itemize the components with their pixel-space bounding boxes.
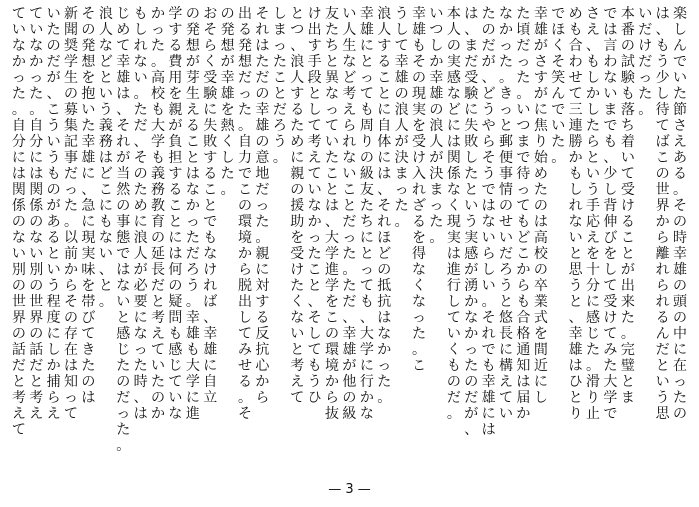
text-column: ていなかった。自分には関係のない別の世界の話だと考えて bbox=[11, 6, 26, 438]
text-column: その発想を抱いた幸雄に、急に現実味を帯びてきたのは bbox=[81, 6, 96, 406]
text-column: 幸雄がさすがに焦り始めたのは高校の卒業式を間近にし bbox=[533, 6, 548, 406]
text-column: 浪人などという義務はどこにもない、と。 bbox=[98, 6, 113, 310]
text-column: 学する費用を親が負担することには何の疑問も感じていな bbox=[168, 6, 183, 422]
text-column: では言わないまでも、少し背伸びをして受けてみた大学で bbox=[603, 6, 618, 422]
text-column: 幸雄にとっても周りの級友たちにとっても、大学に行かな bbox=[359, 6, 374, 422]
text-column: け出す手段として考えていなかったこと、そしてもうひ bbox=[307, 6, 322, 406]
text-column: 本番の試験も落ち着いて受けることが出来た。完璧とま bbox=[620, 6, 635, 406]
text-column: なかった。きっと郵便事情のせいだろうと悠長に構えてい bbox=[499, 6, 513, 422]
text-column: もしれない。ただ、そのために浪人が必要になった時、は bbox=[133, 6, 148, 422]
text-column: いだけだった。 bbox=[638, 6, 653, 118]
text-column: さえ、もしかしたらという手応えを十分に感じた。滑り止 bbox=[586, 6, 600, 422]
text-column: 出る発想だった。自力でこの環境から脱出してみせる。そ bbox=[238, 6, 252, 422]
text-column: の発想が幸雄を熱くした。 bbox=[220, 6, 235, 198]
text-column: しまったことだろう。 bbox=[272, 6, 287, 166]
text-column: 本人の実感などには関係なく現実は進行していくものだ。 bbox=[446, 6, 461, 422]
text-column: い人生など考えられないことだった。ただ、幸雄が他の級 bbox=[342, 6, 357, 422]
text-column: うして幸雄の浪人が決まった。 bbox=[394, 6, 409, 230]
text-column: 新聞奨学生の募集記事だった。以前からその存在は知って bbox=[64, 6, 78, 422]
text-column: おそらく受験に失敗することでもなければ、幸雄に自立 bbox=[203, 6, 218, 406]
text-column: かった。高校も大学も義務教育の延長だと考えていたのか bbox=[151, 6, 165, 422]
page-number: — 3 — bbox=[328, 482, 371, 497]
text-column: 楽しんでいた節さえある。その時幸雄の頭の中に在ったの bbox=[673, 6, 687, 422]
vertical-text-body bbox=[9, 6, 689, 468]
text-column: は、まだ受験に失敗したという実感が湧かなかったのだが、 bbox=[464, 6, 479, 438]
text-column: いつしか幸雄の浪人が決まった。 bbox=[429, 6, 444, 246]
text-column: たのだが、どうやらそうではないらしい。それでも幸雄には bbox=[481, 6, 496, 438]
text-column: めも合わせて三連勝かもしれないと思うと、幸雄はひとり bbox=[568, 6, 583, 422]
text-column: ていなかった。自分には関係のない別の世界の話だと考え bbox=[29, 6, 44, 422]
text-column: 浪人することに自体には、それほどの抵抗はなかった。 bbox=[377, 6, 392, 406]
text-column: は、もう少し待てばこの世界から離れられるんだという思 bbox=[655, 6, 670, 422]
text-column: た頃だった。いつまで待ってもどこからも合格通知は届か bbox=[516, 6, 531, 422]
text-column: 友たちと異なっていたことは、大学進学をこの環境から抜 bbox=[325, 6, 339, 422]
text-column: の発想が芽生えることはなかっただろう。幸雄も大学に進 bbox=[185, 6, 200, 422]
text-column: 幸雄もその現実を受け入れざるを得なくなった。こ bbox=[412, 6, 426, 374]
text-column: それはただの幸雄の意地だった。親に対する反抗心から bbox=[255, 6, 270, 406]
text-column: とつ、浪人するために親の援助を受けたくないと考えて bbox=[290, 6, 305, 406]
text-column: じめて幸雄は、それが当然の事態ではないと感じたのだった。 bbox=[116, 6, 131, 454]
text-column: でほくそ笑んでいた。 bbox=[551, 6, 566, 166]
text-column: いたのだが、こういうものがあるという程度にしか捕らえ bbox=[46, 6, 61, 422]
